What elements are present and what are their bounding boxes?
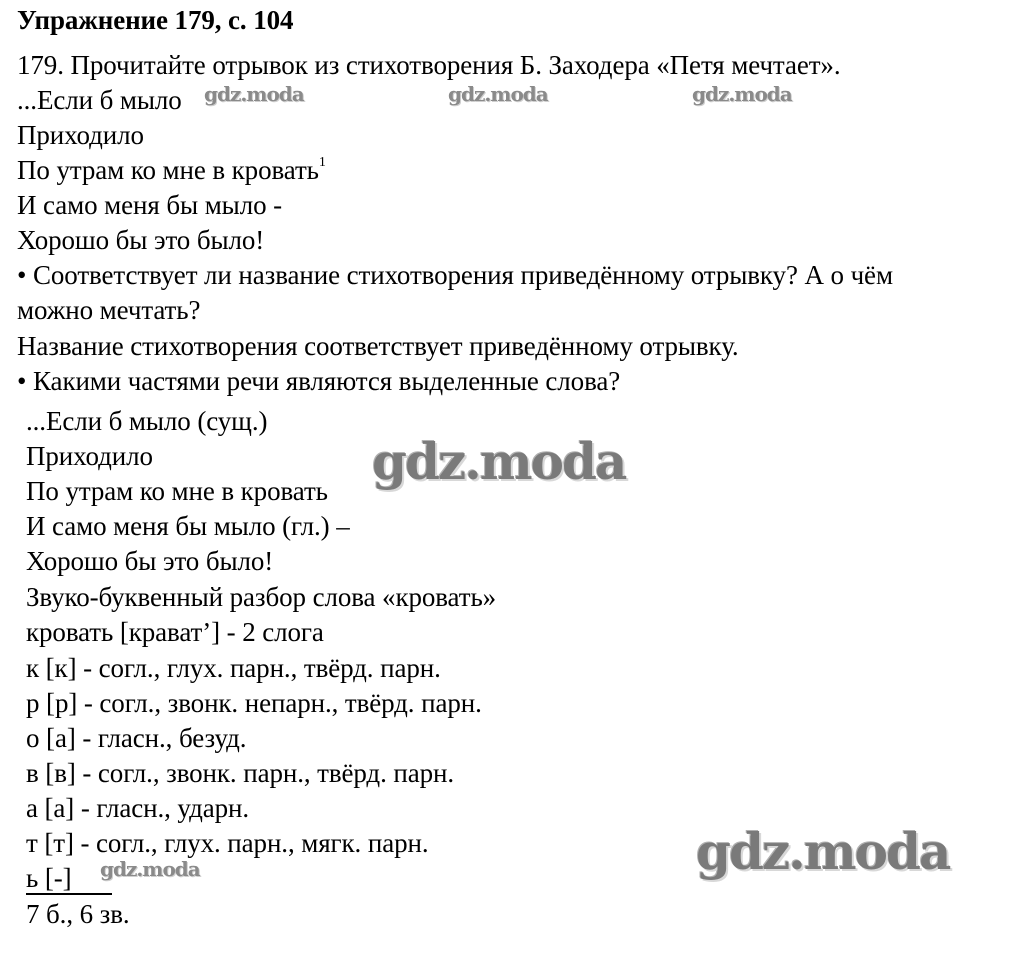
- analysis-letter-r: р [р] - согл., звонк. непарн., твёрд. парн.: [26, 688, 482, 718]
- watermark: gdz.moda: [372, 432, 626, 491]
- analysis-letter-t: т [т] - согл., глух. парн., мягк. парн.: [26, 828, 429, 858]
- analysis-word: кровать [крават’] - 2 слога: [26, 617, 324, 647]
- watermark: gdz.moda: [100, 857, 200, 881]
- analysis-letter-v: в [в] - согл., звонк. парн., твёрд. парн.: [26, 758, 455, 788]
- analysis-letter-a: а [а] - гласн., ударн.: [26, 793, 250, 823]
- question-2: • Какими частями речи являются выделенные слова?: [17, 366, 621, 396]
- question-1-line-2: можно мечтать?: [17, 295, 201, 325]
- analysis-summary: 7 б., 6 зв.: [26, 899, 130, 929]
- answer-poem-line-4: И само меня бы мыло (гл.) –: [26, 511, 350, 541]
- answer-poem-line-5: Хорошо бы это было!: [26, 546, 274, 576]
- answer-poem-line-3: По утрам ко мне в кровать: [26, 476, 328, 506]
- poem-line-3-text: По утрам ко мне в кровать: [17, 155, 319, 185]
- poem-line-5: Хорошо бы это было!: [17, 225, 265, 255]
- footnote-mark: 1: [318, 155, 326, 170]
- poem-line-1: ...Если б мыло: [17, 85, 182, 115]
- watermark: gdz.moda: [448, 82, 548, 106]
- poem-line-2: Приходило: [17, 120, 144, 150]
- poem-line-3: [17, 153, 326, 187]
- poem-line-4: И само меня бы мыло -: [17, 190, 283, 220]
- analysis-letter-soft-sign: [26, 861, 112, 895]
- watermark: gdz.moda: [204, 82, 304, 106]
- analysis-title: Звуко-буквенный разбор слова «кровать»: [26, 582, 497, 612]
- question-1-line-1: • Соответствует ли название стихотворения приведённому отрывку? А о чём: [17, 260, 893, 290]
- watermark: gdz.moda: [692, 82, 792, 106]
- exercise-heading: Упражнение 179, с. 104: [17, 5, 294, 35]
- answer-poem-line-2: Приходило: [26, 441, 153, 471]
- answer-poem-line-1: ...Если б мыло (сущ.): [26, 406, 268, 436]
- answer-1: Название стихотворения соответствует приведённому отрывку.: [17, 331, 739, 361]
- watermark: gdz.moda: [696, 822, 950, 881]
- analysis-letter-k: к [к] - согл., глух. парн., твёрд. парн.: [26, 653, 441, 683]
- task-text: 179. Прочитайте отрывок из стихотворения Б. Заходера «Петя мечтает».: [17, 50, 841, 80]
- analysis-letter-o: о [а] - гласн., безуд.: [26, 723, 247, 753]
- analysis-letter-soft-sign-text: ь [-]: [26, 863, 112, 895]
